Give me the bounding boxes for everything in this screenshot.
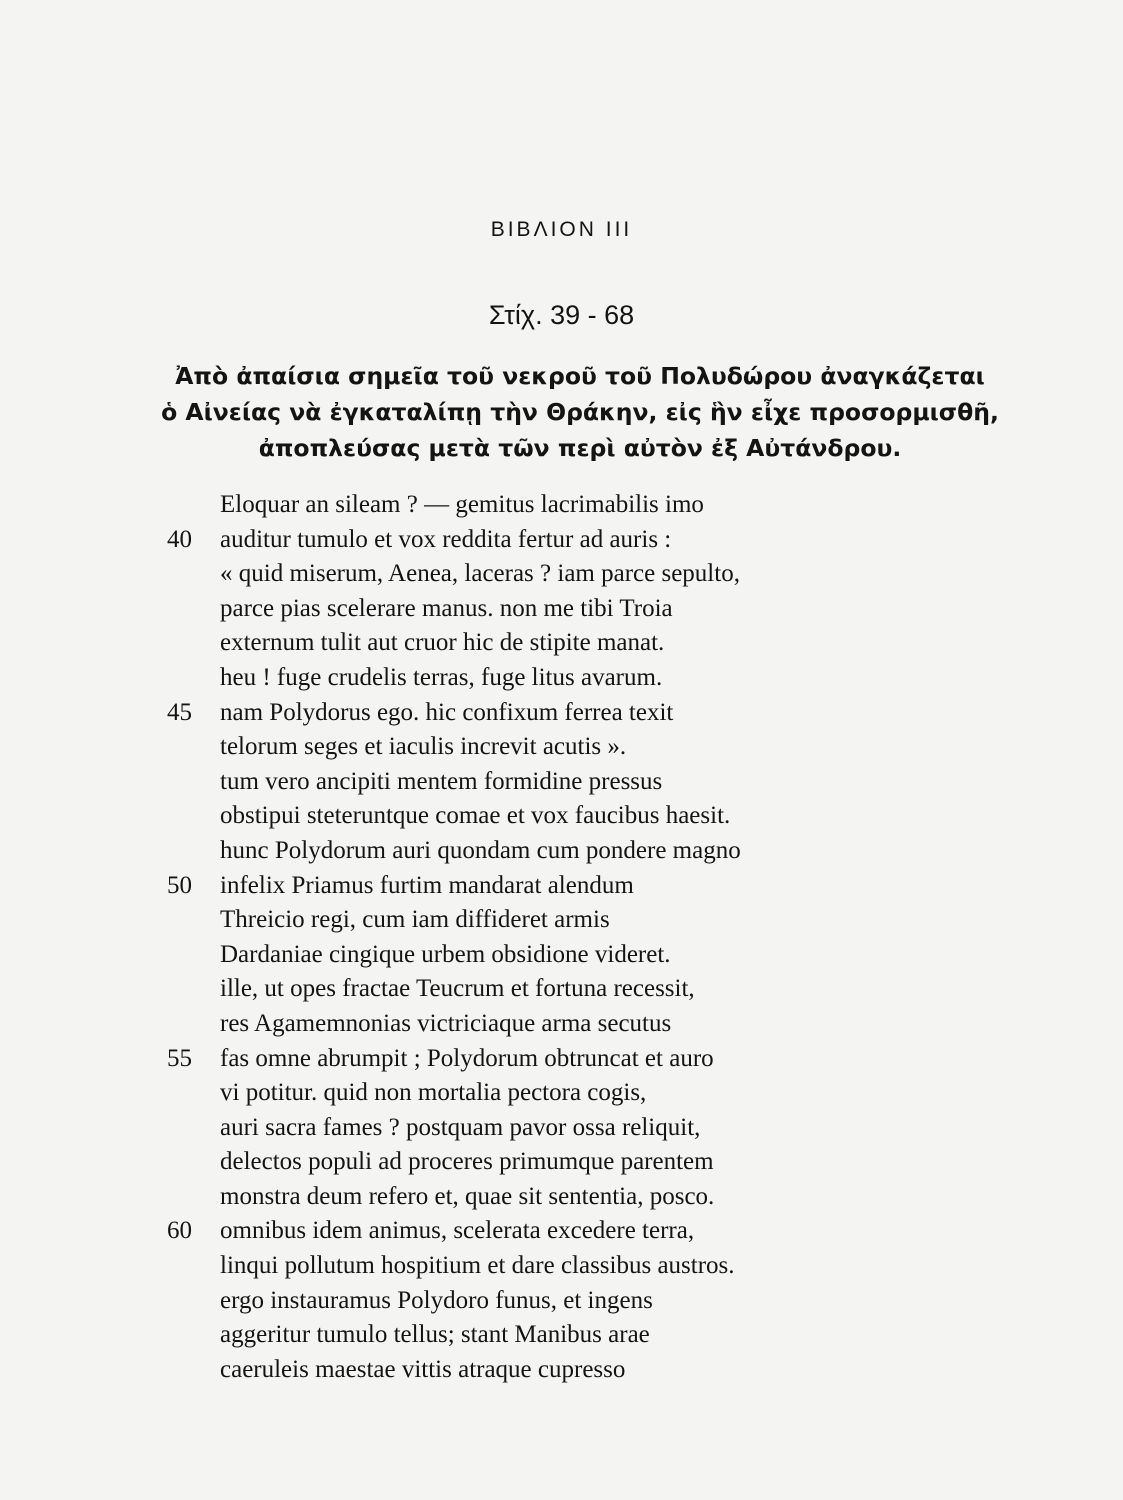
verse-line bbox=[0, 592, 1123, 627]
line-number: 55 bbox=[167, 1044, 192, 1072]
verse-line bbox=[0, 1284, 1123, 1319]
verse-text: monstra deum refero et, quae sit sententia, posco. bbox=[220, 1182, 715, 1210]
verse-line bbox=[0, 1214, 1123, 1249]
verse-line bbox=[0, 869, 1123, 904]
verse-text: externum tulit aut cruor hic de stipite manat. bbox=[220, 629, 665, 657]
verse-text: hunc Polydorum auri quondam cum pondere magno bbox=[220, 836, 741, 864]
verse-text: aggeritur tumulo tellus; stant Manibus arae bbox=[220, 1321, 650, 1349]
verse-line bbox=[0, 1042, 1123, 1077]
verse-text: linqui pollutum hospitium et dare classibus austros. bbox=[220, 1252, 735, 1280]
verse-line bbox=[0, 972, 1123, 1007]
verse-line bbox=[0, 903, 1123, 938]
verse-line bbox=[0, 1249, 1123, 1284]
verse-text: res Agamemnonias victriciaque arma secutus bbox=[220, 1009, 672, 1037]
verse-text: vi potitur. quid non mortalia pectora cogis, bbox=[220, 1079, 647, 1107]
verse-line bbox=[0, 799, 1123, 834]
verse-text: caeruleis maestae vittis atraque cupresso bbox=[220, 1355, 626, 1383]
verse-line bbox=[0, 765, 1123, 800]
verse-text: omnibus idem animus, scelerata excedere terra, bbox=[220, 1217, 695, 1245]
verse-line bbox=[0, 1180, 1123, 1215]
verse-text: tum vero ancipiti mentem formidine pressus bbox=[220, 767, 663, 795]
verse-line bbox=[0, 1318, 1123, 1353]
verse-text: infelix Priamus furtim mandarat alendum bbox=[220, 871, 634, 899]
verse-line bbox=[0, 696, 1123, 731]
verse-line bbox=[0, 523, 1123, 558]
verse-text: parce pias scelerare manus. non me tibi Troia bbox=[220, 594, 673, 622]
summary-line: ὁ Αἰνείας νὰ ἐγκαταλίπῃ τὴν Θράκην, εἰς ἣν εἶχε προσορμισθῆ, bbox=[161, 398, 999, 426]
verse-text: heu ! fuge crudelis terras, fuge litus avarum. bbox=[220, 663, 663, 691]
verse-text: fas omne abrumpit ; Polydorum obtruncat et auro bbox=[220, 1044, 714, 1072]
verse-line bbox=[0, 730, 1123, 765]
verse-text: ille, ut opes fractae Teucrum et fortuna recessit, bbox=[220, 975, 695, 1003]
line-number: 40 bbox=[167, 525, 192, 553]
verse-text: delectos populi ad proceres primumque parentem bbox=[220, 1148, 714, 1176]
verse-line bbox=[0, 626, 1123, 661]
verse-text: Dardaniae cingique urbem obsidione videret. bbox=[220, 940, 671, 968]
chapter-summary bbox=[130, 358, 1030, 466]
verse-text: obstipui steteruntque comae et vox faucibus haesit. bbox=[220, 802, 731, 830]
line-number: 60 bbox=[167, 1217, 192, 1245]
verse-line bbox=[0, 661, 1123, 696]
verse-text: telorum seges et iaculis increvit acutis ». bbox=[220, 733, 627, 761]
verse-line bbox=[0, 488, 1123, 523]
verse-line bbox=[0, 1007, 1123, 1042]
verse-line bbox=[0, 938, 1123, 973]
verse-text: auri sacra fames ? postquam pavor ossa reliquit, bbox=[220, 1113, 701, 1141]
verse-line bbox=[0, 557, 1123, 592]
line-number: 45 bbox=[167, 698, 192, 726]
verse-line bbox=[0, 1076, 1123, 1111]
verse-text: Threicio regi, cum iam diffideret armis bbox=[220, 906, 610, 934]
verse-line bbox=[0, 834, 1123, 869]
verse-line bbox=[0, 1111, 1123, 1146]
verse-text: auditur tumulo et vox reddita fertur ad auris : bbox=[220, 525, 672, 553]
verse-text: ergo instauramus Polydoro funus, et ingens bbox=[220, 1286, 653, 1314]
book-title: ΒΙΒΛΙΟΝ ΙΙΙ bbox=[490, 218, 633, 241]
line-number: 50 bbox=[167, 871, 192, 899]
verse-line bbox=[0, 1145, 1123, 1180]
verse-block bbox=[0, 488, 1123, 1387]
verse-text: « quid miserum, Aenea, laceras ? iam parce sepulto, bbox=[220, 560, 740, 588]
verse-text: nam Polydorus ego. hic confixum ferrea texit bbox=[220, 698, 674, 726]
summary-line: ἀποπλεύσας μετὰ τῶν περὶ αὐτὸν ἐξ Αὐτάνδρου. bbox=[258, 434, 902, 462]
verse-line bbox=[0, 1353, 1123, 1388]
summary-line: Ἀπὸ ἀπαίσια σημεῖα τοῦ νεκροῦ τοῦ Πολυδώρου ἀναγκάζεται bbox=[175, 362, 985, 390]
verse-range: Στίχ. 39 - 68 bbox=[488, 300, 635, 330]
verse-text: Eloquar an sileam ? — gemitus lacrimabilis imo bbox=[220, 491, 704, 518]
